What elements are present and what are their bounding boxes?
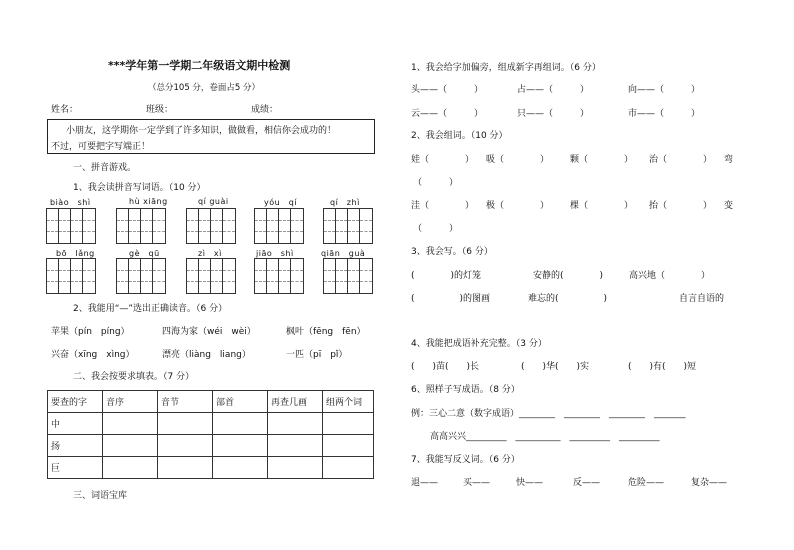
name-label: 姓名： xyxy=(51,105,79,115)
notice-box xyxy=(47,119,375,154)
radical-blank[interactable]: 云——（ ） xyxy=(411,109,484,119)
table-cell[interactable] xyxy=(103,413,158,435)
table-cell[interactable] xyxy=(103,457,158,479)
table-row xyxy=(48,413,374,435)
table-header: 再查几画 xyxy=(268,391,323,413)
writing-grid[interactable] xyxy=(254,258,304,294)
score-label: 成绩： xyxy=(251,105,279,115)
table-cell[interactable] xyxy=(213,413,268,435)
write-blank[interactable]: 自言自语的 xyxy=(679,294,725,304)
table-cell: 中 xyxy=(48,413,103,435)
table-cell[interactable] xyxy=(213,457,268,479)
idiom-blank[interactable]: ( )有( )短 xyxy=(628,362,697,372)
table-cell: 巨 xyxy=(48,457,103,479)
table-cell[interactable] xyxy=(213,435,268,457)
table-header-row xyxy=(48,391,374,413)
antonym-blank[interactable]: 复杂—— xyxy=(691,478,728,488)
word-blank[interactable]: 治（ ） xyxy=(649,155,713,165)
table-cell[interactable] xyxy=(158,413,213,435)
right-q7-heading: 7、我能写反义词。（6 分） xyxy=(411,455,520,465)
antonym-blank[interactable]: 反—— xyxy=(573,478,601,488)
writing-grid[interactable] xyxy=(46,258,96,294)
table-cell: 扬 xyxy=(48,435,103,457)
word-blank[interactable]: 吸（ ） xyxy=(486,155,550,165)
idiom-blank[interactable]: ( )华( )实 xyxy=(521,362,590,372)
right-q4-heading: 4、我能把成语补充完整。（3 分） xyxy=(411,339,547,349)
table-cell[interactable] xyxy=(158,435,213,457)
question-1-heading: 1、我会读拼音写词语。（10 分） xyxy=(73,183,206,193)
table-header: 部首 xyxy=(213,391,268,413)
page-subtitle: （总分105 分，卷面占5 分） xyxy=(148,83,261,93)
word-blank[interactable]: （ ） xyxy=(413,224,459,234)
class-label: 班级： xyxy=(146,105,174,115)
pronunciation-choice[interactable]: 苹果（pín píng） xyxy=(51,327,130,337)
word-blank[interactable]: 洼（ ） xyxy=(411,201,475,211)
word-char: 弯 xyxy=(724,155,734,165)
table-header: 组两个词 xyxy=(323,391,374,413)
writing-grid[interactable] xyxy=(186,208,236,244)
pinyin-label: qí guài xyxy=(198,197,229,206)
table-row xyxy=(48,457,374,479)
radical-blank[interactable]: 市——（ ） xyxy=(628,109,701,119)
section-2-heading: 二、我会按要求填表。（7 分） xyxy=(73,372,195,382)
writing-grid[interactable] xyxy=(116,258,166,294)
table-header: 要查的字 xyxy=(48,391,103,413)
pinyin-label: hù xiāng xyxy=(129,197,168,206)
right-q3-heading: 3、我会写。（6 分） xyxy=(411,247,493,257)
writing-grid[interactable] xyxy=(323,208,373,244)
right-q6-heading: 6、照样子写成语。（8 分） xyxy=(411,385,520,395)
pinyin-label: gè qū xyxy=(129,249,160,258)
write-blank[interactable]: ( )的灯笼 xyxy=(411,271,482,281)
table-cell[interactable] xyxy=(323,435,374,457)
word-blank[interactable]: （ ） xyxy=(413,178,459,188)
pronunciation-choice[interactable]: 枫叶（fēng fēn） xyxy=(286,327,366,337)
table-header: 音序 xyxy=(103,391,158,413)
pronunciation-choice[interactable]: 四海为家（wéi wèi） xyxy=(162,327,256,337)
table-cell[interactable] xyxy=(268,457,323,479)
write-blank[interactable]: 高兴地（ ） xyxy=(629,271,711,281)
antonym-blank[interactable]: 危险—— xyxy=(628,478,665,488)
idiom-practice-line[interactable]: 高高兴兴_________ __________ _________ _________ xyxy=(430,432,660,442)
pronunciation-choice[interactable]: 兴奋（xīng xìng） xyxy=(51,350,135,360)
word-char: 变 xyxy=(724,201,734,211)
write-blank[interactable]: ( )的图画 xyxy=(411,294,491,304)
section-3-heading: 三、词语宝库 xyxy=(73,491,128,501)
antonym-blank[interactable]: 买—— xyxy=(463,478,491,488)
table-row xyxy=(48,435,374,457)
right-q2-heading: 2、我会组词。（10 分） xyxy=(411,131,508,141)
pinyin-label: qí zhì xyxy=(330,198,360,207)
writing-grid[interactable] xyxy=(254,208,304,244)
notice-line-1: 小朋友，这学期你一定学到了许多知识，做做看，相信你会成功的！ xyxy=(66,126,337,136)
section-1-heading: 一、拼音游戏。 xyxy=(73,163,137,173)
notice-line-2: 不过，可要把字写端正！ xyxy=(51,142,151,152)
idiom-example-line[interactable]: 例：三心二意（数字成语）________ ________ ________ _______ xyxy=(411,409,686,419)
pinyin-label: bō lǎng xyxy=(56,249,95,258)
writing-grid[interactable] xyxy=(323,258,373,294)
writing-grid[interactable] xyxy=(186,258,236,294)
table-cell[interactable] xyxy=(268,435,323,457)
table-cell[interactable] xyxy=(103,435,158,457)
table-cell[interactable] xyxy=(158,457,213,479)
pronunciation-choice[interactable]: 漂亮（liàng liang） xyxy=(162,350,251,360)
radical-blank[interactable]: 只——（ ） xyxy=(517,109,590,119)
word-blank[interactable]: 极（ ） xyxy=(486,201,550,211)
write-blank[interactable]: 难忘的( ) xyxy=(528,294,608,304)
writing-grid[interactable] xyxy=(116,208,166,244)
antonym-blank[interactable]: 退—— xyxy=(411,478,439,488)
table-cell[interactable] xyxy=(323,413,374,435)
word-blank[interactable]: 棵（ ） xyxy=(570,201,634,211)
page-title: ***学年第一学期二年级语文期中检测 xyxy=(108,59,291,72)
pinyin-label: yóu qí xyxy=(264,198,297,207)
radical-blank[interactable]: 头——（ ） xyxy=(411,85,484,95)
pronunciation-choice[interactable]: 一匹（pī pǐ） xyxy=(286,350,348,360)
word-blank[interactable]: 抬（ ） xyxy=(649,201,713,211)
write-blank[interactable]: 安静的( ) xyxy=(533,271,604,281)
antonym-blank[interactable]: 快—— xyxy=(516,478,544,488)
radical-blank[interactable]: 占——（ ） xyxy=(517,85,590,95)
table-header: 音节 xyxy=(158,391,213,413)
radical-blank[interactable]: 向——（ ） xyxy=(628,85,701,95)
idiom-blank[interactable]: ( )苗( )长 xyxy=(411,362,480,372)
table-cell[interactable] xyxy=(323,457,374,479)
word-blank[interactable]: 颗（ ） xyxy=(570,155,634,165)
pinyin-label: qiān guà xyxy=(321,249,366,258)
pinyin-label: zì xì xyxy=(198,249,222,258)
table-cell[interactable] xyxy=(268,413,323,435)
right-q1-heading: 1、我会给字加偏旁，组成新字再组词。（6 分） xyxy=(411,63,601,73)
pinyin-label: jiāo shì xyxy=(256,249,294,258)
question-2-heading: 2、我能用“—”选出正确读音。（6 分） xyxy=(73,304,228,314)
lookup-table xyxy=(47,390,374,479)
word-blank[interactable]: 娃（ ） xyxy=(411,155,475,165)
writing-grid[interactable] xyxy=(46,208,96,244)
pinyin-label: biào shì xyxy=(50,198,91,207)
